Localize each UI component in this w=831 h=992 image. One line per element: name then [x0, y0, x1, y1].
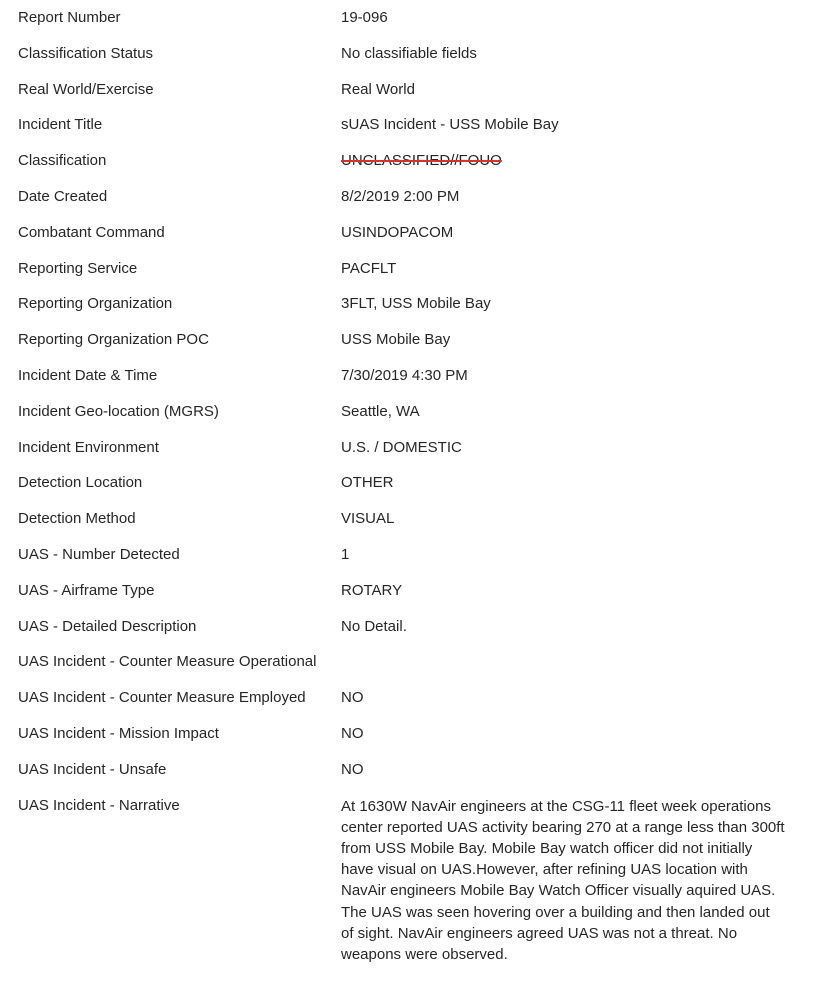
field-label: Detection Method: [18, 510, 136, 528]
field-value: 8/2/2019 2:00 PM: [341, 187, 460, 205]
field-label: Incident Date & Time: [18, 366, 158, 384]
row-incident-date-time: [18, 358, 818, 394]
row-unsafe: [18, 752, 818, 788]
field-label: Combatant Command: [18, 223, 165, 241]
row-date-created: [18, 179, 818, 215]
row-classification: [18, 143, 818, 179]
field-value: ROTARY: [341, 581, 403, 599]
field-label: UAS - Number Detected: [18, 545, 180, 563]
field-value: USINDOPACOM: [341, 223, 454, 241]
field-label: Date Created: [18, 187, 108, 205]
field-value-struck: UNCLASSIFIED//FOUO: [341, 152, 502, 170]
incident-report: [18, 0, 818, 965]
narrative-text: At 1630W NavAir engineers at the CSG-11 fleet week operations center reported UAS activity bearing 270 at a range less than 300ft from USS Mobile Bay. Mobile Bay watch officer did not initially have visual on UAS.However, after refining UAS location with NavAir engineers Mobile Bay Watch Officer visually aquired UAS. The UAS was seen hovering over a building and then landed out of sight. NavAir engineers agreed UAS was not a threat. No weapons were observed.: [341, 797, 785, 963]
field-value: USS Mobile Bay: [341, 331, 451, 349]
field-label: UAS Incident - Counter Measure Employed: [18, 689, 306, 707]
row-reporting-organization: [18, 286, 818, 322]
field-label: Incident Title: [18, 116, 103, 134]
row-reporting-service: [18, 251, 818, 287]
field-value: 1: [341, 545, 350, 563]
row-narrative: [18, 788, 818, 966]
field-label: Real World/Exercise: [18, 80, 154, 98]
field-label: Detection Location: [18, 474, 143, 492]
row-detection-method: [18, 501, 818, 537]
row-report-number: [18, 0, 818, 36]
row-classification-status: [18, 36, 818, 72]
field-label: Incident Geo-location (MGRS): [18, 402, 219, 420]
field-value: OTHER: [341, 474, 394, 492]
row-counter-measure-operational: [18, 644, 818, 680]
field-value: U.S. / DOMESTIC: [341, 438, 462, 456]
field-value: NO: [341, 724, 364, 742]
field-label: UAS - Detailed Description: [18, 617, 197, 635]
row-combatant-command: [18, 215, 818, 251]
field-value: PACFLT: [341, 259, 397, 277]
field-label: UAS Incident - Narrative: [18, 796, 180, 814]
field-label: Report Number: [18, 9, 121, 26]
row-mission-impact: [18, 716, 818, 752]
row-uas-detailed-description: [18, 609, 818, 645]
field-label: Incident Environment: [18, 438, 159, 456]
row-uas-number-detected: [18, 537, 818, 573]
field-label: Reporting Organization: [18, 295, 173, 313]
field-value: NO: [341, 689, 364, 707]
field-label: Reporting Service: [18, 259, 138, 277]
row-incident-geo-location: [18, 394, 818, 430]
field-label: UAS Incident - Unsafe: [18, 760, 167, 778]
field-value: 3FLT, USS Mobile Bay: [341, 295, 491, 313]
row-counter-measure-employed: [18, 680, 818, 716]
row-real-world-exercise: [18, 72, 818, 108]
row-uas-airframe-type: [18, 573, 818, 609]
field-value: No Detail.: [341, 617, 407, 635]
field-label: UAS Incident - Mission Impact: [18, 724, 219, 742]
field-value: sUAS Incident - USS Mobile Bay: [341, 116, 559, 134]
row-detection-location: [18, 465, 818, 501]
field-value: 7/30/2019 4:30 PM: [341, 366, 468, 384]
field-label: Reporting Organization POC: [18, 331, 209, 349]
row-incident-environment: [18, 430, 818, 466]
row-incident-title: [18, 107, 818, 143]
field-value: Real World: [341, 80, 415, 98]
row-reporting-organization-poc: [18, 322, 818, 358]
field-label: Classification Status: [18, 44, 154, 62]
field-label: UAS - Airframe Type: [18, 581, 155, 599]
field-value: NO: [341, 760, 364, 778]
field-value: No classifiable fields: [341, 44, 477, 62]
field-label: Classification: [18, 152, 107, 170]
field-value: Seattle, WA: [341, 402, 420, 420]
field-value: VISUAL: [341, 510, 395, 528]
field-label: UAS Incident - Counter Measure Operational: [18, 653, 317, 671]
field-value: 19-096: [341, 9, 388, 26]
